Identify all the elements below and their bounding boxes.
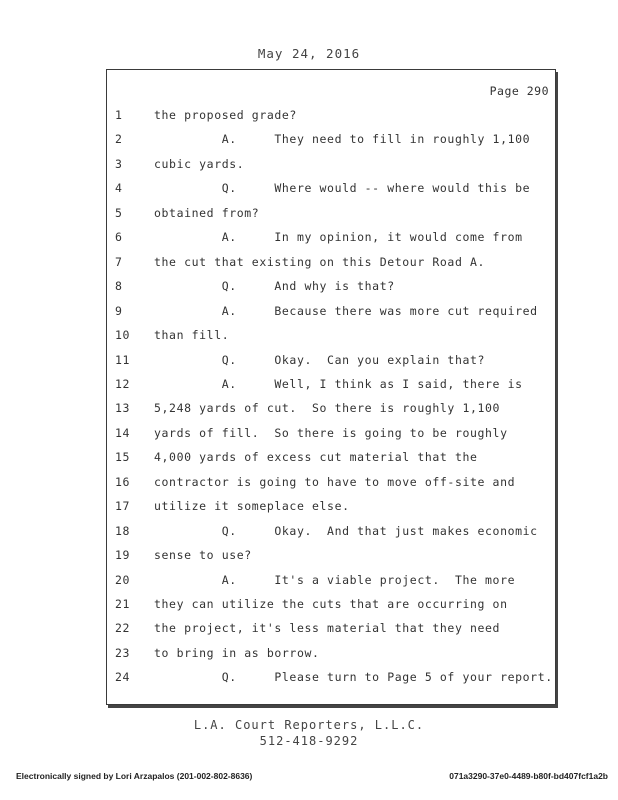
transcript-line [107, 570, 555, 590]
transcript-line [107, 496, 555, 516]
line-text: they can utilize the cuts that are occurring on [154, 597, 508, 611]
line-number: 11 [115, 352, 131, 367]
footer-company: L.A. Court Reporters, L.L.C. [193, 718, 425, 732]
transcript-date: May 24, 2016 [257, 46, 361, 61]
line-text: obtained from? [154, 205, 260, 220]
line-number: 10 [115, 328, 131, 343]
line-number: 3 [115, 156, 123, 171]
e-signature-note: Electronically signed by Lori Arzapalos (201-002-802-8636) [16, 771, 253, 781]
line-text: contractor is going to have to move off-site and [154, 474, 516, 489]
transcript-line [107, 276, 555, 296]
transcript-line [107, 423, 555, 443]
line-number: 8 [115, 279, 123, 294]
transcript-line [107, 447, 555, 467]
transcript-line [107, 325, 555, 345]
line-number: 5 [115, 205, 123, 220]
line-number: 20 [115, 572, 131, 587]
line-text: the cut that existing on this Detour Road A. [154, 254, 486, 269]
line-text: yards of fill. So there is going to be roughly [154, 425, 508, 440]
line-number: 21 [115, 597, 131, 611]
line-number: 22 [115, 621, 131, 636]
transcript-line [107, 643, 555, 663]
line-number: 18 [115, 523, 131, 538]
line-number: 16 [115, 474, 131, 489]
line-text: A. They need to fill in roughly 1,100 [154, 132, 531, 147]
line-number: 24 [115, 670, 131, 685]
line-text: Q. Where would -- where would this be [154, 181, 531, 196]
line-number: 19 [115, 548, 131, 563]
transcript-line [107, 350, 555, 370]
transcript-line [107, 301, 555, 321]
transcript-line [107, 227, 555, 247]
line-number: 15 [115, 450, 131, 465]
transcript-line [107, 105, 555, 125]
line-number: 4 [115, 181, 123, 196]
line-number: 7 [115, 254, 123, 269]
document-id: 071a3290-37e0-4489-b80f-bd407fcf1a2b [449, 771, 608, 781]
line-text: the proposed grade? [154, 108, 297, 122]
transcript-line [107, 594, 555, 614]
transcript-line [107, 252, 555, 272]
line-text: utilize it someplace else. [154, 499, 350, 514]
line-text: Q. Okay. And that just makes economic [154, 523, 538, 538]
line-number: 13 [115, 401, 131, 416]
transcript-line [107, 472, 555, 492]
line-text: A. Because there was more cut required [154, 303, 538, 318]
transcript-line [107, 398, 555, 418]
transcript-line [107, 374, 555, 394]
line-text: cubic yards. [154, 156, 245, 171]
line-number: 6 [115, 230, 123, 245]
line-number: 23 [115, 645, 131, 660]
transcript-line [107, 129, 555, 149]
line-text: 5,248 yards of cut. So there is roughly 1,100 [154, 401, 501, 416]
line-number: 1 [115, 108, 123, 122]
line-text: the project, it's less material that they need [154, 621, 501, 636]
line-number: 12 [115, 376, 131, 391]
line-text: A. Well, I think as I said, there is [154, 376, 523, 391]
line-number: 2 [115, 132, 123, 147]
line-number: 9 [115, 303, 123, 318]
footer-phone: 512-418-9292 [259, 734, 359, 748]
line-text: to bring in as borrow. [154, 645, 320, 660]
line-text: A. It's a viable project. The more [154, 572, 516, 587]
transcript-line [107, 545, 555, 565]
line-text: Q. And why is that? [154, 279, 395, 294]
transcript-line [107, 618, 555, 638]
page-number: Page 290 [489, 84, 549, 98]
line-text: Q. Please turn to Page 5 of your report. [154, 670, 553, 685]
transcript-line [107, 154, 555, 174]
line-text: sense to use? [154, 548, 252, 563]
transcript-line [107, 203, 555, 223]
line-text: 4,000 yards of excess cut material that the [154, 450, 478, 465]
line-number: 17 [115, 499, 131, 514]
transcript-page [106, 69, 556, 705]
transcript-line [107, 667, 555, 687]
line-text: Q. Okay. Can you explain that? [154, 352, 486, 367]
transcript-line [107, 178, 555, 198]
transcript-line [107, 521, 555, 541]
line-text: A. In my opinion, it would come from [154, 230, 523, 245]
line-number: 14 [115, 425, 131, 440]
line-text: than fill. [154, 328, 230, 343]
